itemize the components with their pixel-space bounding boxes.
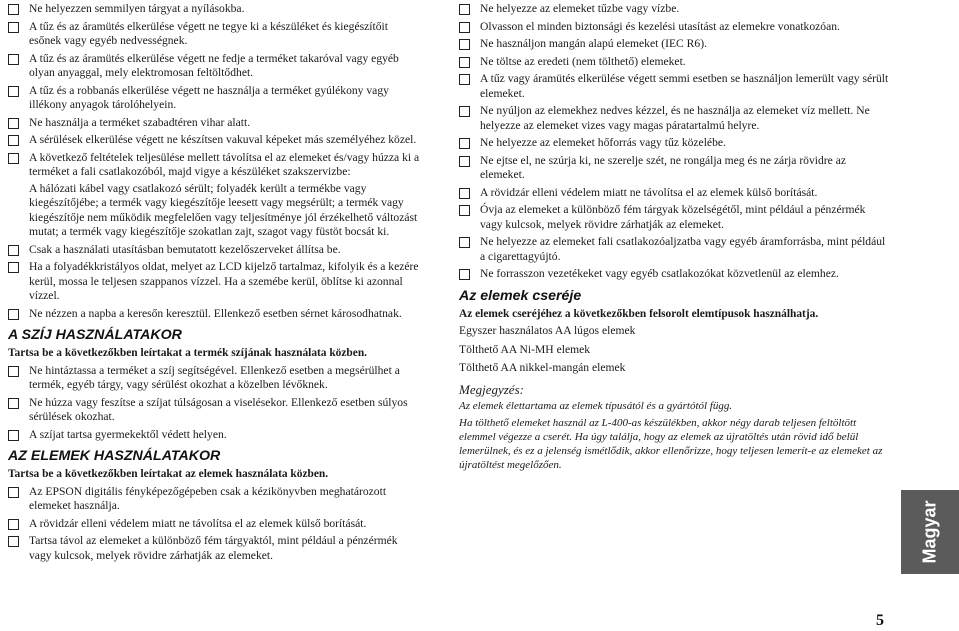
checkbox-icon <box>8 118 19 129</box>
checkbox-icon <box>459 74 470 85</box>
safety-item: Csak a használati utasításban bemutatott kezelőszerveket állítsa be. <box>8 243 422 258</box>
checkbox-icon <box>8 245 19 256</box>
safety-item: Ha a folyadékkristályos oldat, melyet az LCD kijelző tartalmaz, kifolyik és a kezére kerül, mossa le teljesen szappanos vízzel. Ha a szemébe kerül, öblítse ki azonnal vízzel. <box>8 260 422 304</box>
safety-item: A sérülések elkerülése végett ne készítsen vakuval képeket más személyéhez közel. <box>8 133 422 148</box>
battery-item: Olvasson el minden biztonsági és kezelési utasítást az elemekre vonatkozóan. <box>459 20 889 35</box>
safety-item: Ne helyezzen semmilyen tárgyat a nyílásokba. <box>8 2 422 17</box>
battery-choice-intro: Az elemek cseréjéhez a következőkben felsorolt elemtípusok használhatja. <box>459 307 819 320</box>
checkbox-icon <box>459 237 470 248</box>
note-text: Az elemek élettartama az elemek típusától és a gyártótól függ. <box>459 399 733 412</box>
battery-item: Ne helyezze az elemeket hőforrás vagy tűz közelébe. <box>459 136 889 151</box>
checkbox-icon <box>459 4 470 15</box>
language-tab-label: Magyar <box>919 500 940 564</box>
batteries-section-intro: Tartsa be a következőkben leírtakat az elemek használata közben. <box>8 468 329 480</box>
safety-item: A tűz és az áramütés elkerülése végett ne tegye ki a készüléket és kiegészítőit esőnek vagy egyéb nedvességnek. <box>8 20 422 49</box>
checkbox-icon <box>8 262 19 273</box>
battery-type: Tölthető AA nikkel-mangán elemek <box>459 361 626 374</box>
battery-choice-title: Az elemek cseréje <box>459 287 582 304</box>
checkbox-icon <box>8 4 19 15</box>
battery-item: A tűz vagy áramütés elkerülése végett semmi esetben se használjon lemerült vagy sérült elemeket. <box>459 72 889 101</box>
checkbox-icon <box>8 135 19 146</box>
checkbox-icon <box>459 269 470 280</box>
battery-item: Ne használjon mangán alapú elemeket (IEC R6). <box>459 37 889 52</box>
battery-item: A rövidzár elleni védelem miatt ne távolítsa el az elemek külső borítását. <box>8 517 422 532</box>
battery-type: Egyszer használatos AA lúgos elemek <box>459 324 636 337</box>
checkbox-icon <box>8 153 19 164</box>
safety-item: A tűz és a robbanás elkerülése végett ne használja a terméket gyúlékony vagy illékony anyagok tárolóhelyein. <box>8 84 422 113</box>
checkbox-icon <box>459 188 470 199</box>
checkbox-icon <box>459 106 470 117</box>
battery-item: Az EPSON digitális fényképezőgépeben csak a kézikönyvben meghatározott elemeket használja. <box>8 485 422 514</box>
checkbox-icon <box>459 39 470 50</box>
note-title: Megjegyzés: <box>459 381 524 397</box>
battery-item: Ne forrasszon vezetékeket vagy egyéb csatlakozókat közvetlenül az elemhez. <box>459 267 889 282</box>
note-text: Ha tölthető elemeket használ az L-400-as készülékben, akkor négy darab teljesen feltöltött elemmel végezze a cserét. Ha úgy találja, hogy az elemek az újratöltés után rövid idő belül lemerülnek, és ez a jelenség ismétlődik, akkor ellenőrizze, hogy teljesen lemerít-e az elemeket az újratöltést megelőzően. <box>459 416 883 471</box>
strap-item: A szíjat tartsa gyermekektől védett helyen. <box>8 428 422 443</box>
battery-item: Tartsa távol az elemeket a különböző fém tárgyaktól, mint például a pénzérmék vagy kulcsok, melyek rövidre zárhatják az elemeket. <box>8 534 422 563</box>
strap-item: Ne húzza vagy feszítse a szíjat túlságosan a viselésekor. Ellenkező esetben súlyos sérülések okozhat. <box>8 396 422 425</box>
checkbox-icon <box>459 57 470 68</box>
checkbox-icon <box>8 366 19 377</box>
checkbox-icon <box>459 22 470 33</box>
battery-type: Tölthető AA Ni-MH elemek <box>459 342 591 356</box>
safety-item: A tűz és az áramütés elkerülése végett ne fedje a terméket takaróval vagy egyéb olyan anyaggal, mely elektromosan feltöltődhet. <box>8 52 422 81</box>
left-column <box>8 2 422 566</box>
safety-item: Ne nézzen a napba a keresőn keresztül. Ellenkező esetben sérnet károsodhatnak. <box>8 307 422 322</box>
checkbox-icon <box>459 138 470 149</box>
battery-item: Ne töltse az eredeti (nem tölthető) elemeket. <box>459 55 889 70</box>
battery-item: Óvja az elemeket a különböző fém tárgyak közelségétől, mint például a pénzérmék vagy kulcsok, melyek rövidre zárhatják az elemeket. <box>459 203 889 232</box>
checkbox-icon <box>8 22 19 33</box>
checkbox-icon <box>459 205 470 216</box>
checkbox-icon <box>8 86 19 97</box>
checkbox-icon <box>8 309 19 320</box>
safety-item-conditions: A következő feltételek teljesülése mellett távolítsa el az elemeket és/vagy húzza ki a terméket a fali csatlakozóból, majd vigye a készüléket szakszervizbe: A hálózati kábel vagy csatlakozó sérült; folyadék került a termékbe vagy kiegészítőjébe; a termék vagy kiegészítője leesett vagy megsérült; a termék vagy kiegészítője nem működik megfelelően vagy teljesítménye jól érzékelhető változást mutat; a termék vagy kiegészítője szokatlan zajt, szagot vagy füstöt bocsát ki. <box>8 151 422 240</box>
checkbox-icon <box>8 536 19 547</box>
battery-item: A rövidzár elleni védelem miatt ne távolítsa el az elemek külső borítását. <box>459 186 889 201</box>
checkbox-icon <box>8 519 19 530</box>
checkbox-icon <box>8 54 19 65</box>
strap-section-intro: Tartsa be a következőkben leírtakat a termék szíjának használata közben. <box>8 347 368 359</box>
battery-item: Ne helyezze az elemeket fali csatlakozóaljzatba vagy egyéb áramforrásba, mint például a cigarettagyújtó. <box>459 235 889 264</box>
battery-item: Ne ejtse el, ne szúrja ki, ne szerelje szét, ne rongálja meg és ne zárja rövidre az elemeket. <box>459 154 889 183</box>
battery-item: Ne helyezze az elemeket tűzbe vagy vízbe. <box>459 2 889 17</box>
strap-section-title: A SZÍJ HASZNÁLATAKOR <box>8 327 182 343</box>
checkbox-icon <box>8 487 19 498</box>
battery-item: Ne nyúljon az elemekhez nedves kézzel, és ne használja az elemeket víz mellett. Ne helyezze az elemeket vizes vagy magas páratartalmú helyre. <box>459 104 889 133</box>
strap-item: Ne hintáztassa a terméket a szíj segítségével. Ellenkező esetben a megsérülhet a termék, egyéb tárgy, vagy sérülést okozhat a közelben lévőknek. <box>8 364 422 393</box>
batteries-section-title: AZ ELEMEK HASZNÁLATAKOR <box>8 448 221 464</box>
language-tab <box>901 490 959 574</box>
right-column <box>459 2 889 475</box>
checkbox-icon <box>8 430 19 441</box>
checkbox-icon <box>8 398 19 409</box>
safety-item: Ne használja a terméket szabadtéren vihar alatt. <box>8 116 422 131</box>
page-number: 5 <box>876 612 884 629</box>
checkbox-icon <box>459 156 470 167</box>
